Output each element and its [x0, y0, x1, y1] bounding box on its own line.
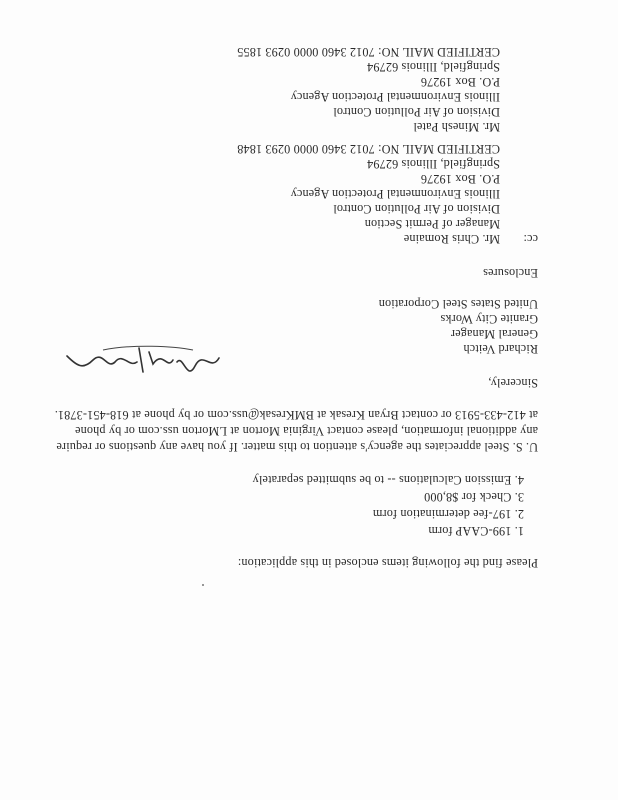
enclosures-label: Enclosures	[483, 266, 538, 280]
cc2-line-4: P.O. Box 19276	[420, 75, 500, 89]
scan-speck	[202, 584, 204, 586]
cc2-line-3: Illinois Environmental Protection Agency	[290, 90, 500, 104]
cc1-line-1: Mr. Chris Romaine	[403, 232, 500, 246]
cc1-line-5: P.O. Box 19276	[420, 172, 500, 186]
signer-company: United States Steel Corporation	[378, 297, 538, 311]
cc2-line-1: Mr. Minesh Patel	[413, 120, 500, 134]
enclosure-item-3: 3. Check for $8,000	[424, 490, 524, 504]
cc1-line-4: Illinois Environmental Protection Agency	[290, 187, 500, 201]
signer-name: Richard Veitch	[463, 342, 538, 356]
cc1-line-3: Division of Air Pollution Control	[333, 202, 500, 216]
enclosed-intro: Please find the following items enclosed in this application:	[237, 556, 538, 570]
handwritten-signature	[63, 340, 223, 380]
closing: Sincerely,	[488, 376, 538, 390]
body-line-1: U. S. Steel appreciates the agency's attention to this matter. If you have any questions or require	[56, 440, 538, 454]
cc1-certified-mail: CERTIFIED MAIL NO: 7012 3460 0000 0293 1848	[237, 142, 500, 156]
signer-title: General Manager	[450, 327, 538, 341]
enclosure-item-4: 4. Emission Calculations -- to be submitted separately	[252, 473, 524, 487]
cc1-line-2: Manager of Permit Section	[364, 217, 500, 231]
signer-facility: Granite City Works	[440, 312, 538, 326]
body-line-2: any additional information, please contact Virginia Morton at LMorton uss.com or by phone	[74, 424, 538, 438]
cc2-certified-mail: CERTIFIED MAIL NO: 7012 3460 0000 0293 1855	[237, 45, 500, 59]
body-line-3: at 412-433-5913 or contact Bryan Kresak at BMKresak@uss.com or by phone at 618-451-3781.	[54, 408, 538, 422]
enclosure-item-2: 2. 197-fee determination form	[372, 507, 524, 521]
cc2-line-2: Division of Air Pollution Control	[333, 105, 500, 119]
cc1-line-6: Springfield, Illinois 62794	[366, 157, 500, 171]
cc2-line-5: Springfield, Illinois 62794	[366, 60, 500, 74]
enclosure-item-1: 1. 199-CAAP form	[428, 524, 524, 538]
cc-label: cc:	[523, 232, 538, 246]
